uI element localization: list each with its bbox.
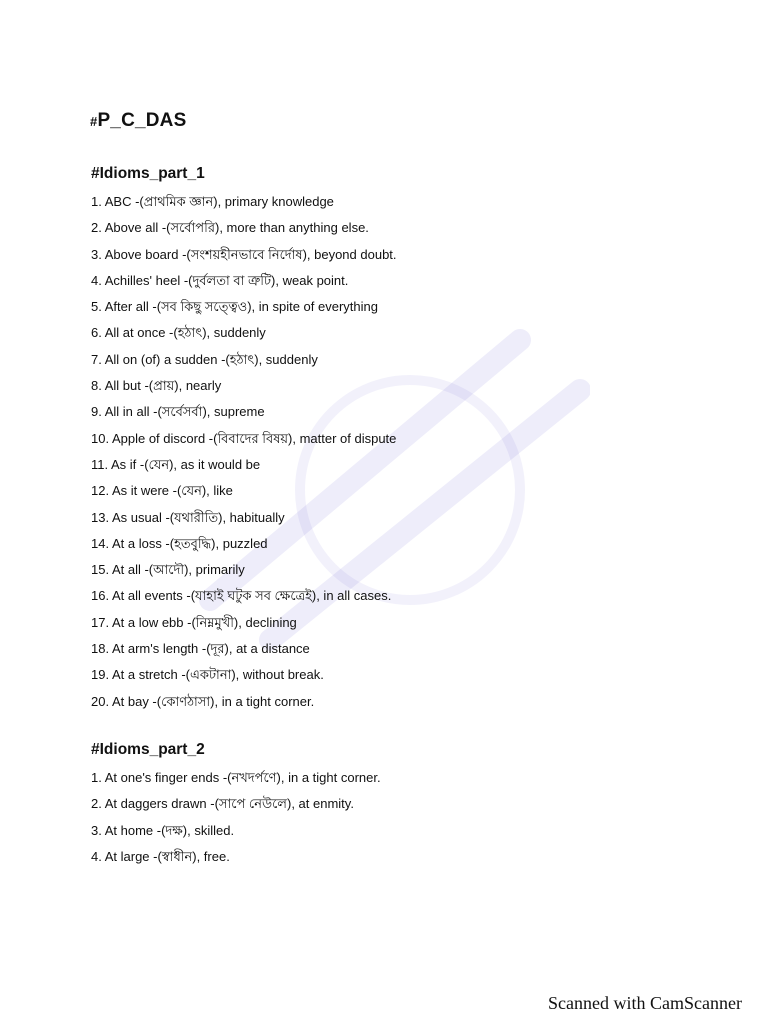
idiom-item: 14. At a loss -(হতবুদ্ধি), puzzled xyxy=(91,535,268,551)
idiom-item: 3. Above board -(সংশয়হীনভাবে নির্দোষ), beyond doubt. xyxy=(91,246,397,262)
section-heading: #Idioms_part_2 xyxy=(91,741,205,758)
section-heading: #Idioms_part_1 xyxy=(91,165,205,182)
idiom-item: 4. At large -(স্বাধীন), free. xyxy=(91,848,230,864)
idiom-item: 3. At home -(দক্ষ), skilled. xyxy=(91,822,235,838)
idiom-item: 20. At bay -(কোণঠাসা), in a tight corner. xyxy=(91,693,315,709)
idiom-item: 1. ABC -(প্রাথমিক জ্ঞান), primary knowledge xyxy=(91,194,334,209)
idiom-item: 2. At daggers drawn -(সাপে নেউলে), at enmity. xyxy=(91,796,354,812)
idiom-item: 11. As if -(যেন), as it would be xyxy=(91,456,261,472)
idiom-list xyxy=(91,765,691,870)
idiom-item: 12. As it were -(যেন), like xyxy=(91,483,233,499)
idiom-item: 6. All at once -(হঠাৎ), suddenly xyxy=(91,325,266,341)
section-idioms-part-2 xyxy=(91,739,691,870)
idiom-item: 2. Above all -(সর্বোপরি), more than anything else. xyxy=(91,220,369,236)
idiom-item: 5. After all -(সব কিছু সত্ত্বেও), in spite of everything xyxy=(91,299,378,315)
title-text: P_C_DAS xyxy=(97,110,187,131)
scanner-footer: Scanned with CamScanner xyxy=(548,993,742,1013)
idiom-item: 13. As usual -(যথারীতি), habitually xyxy=(91,509,285,525)
idiom-item: 7. All on (of) a sudden -(হঠাৎ), suddenly xyxy=(91,351,318,367)
title-hash: # xyxy=(90,114,98,129)
idiom-item: 15. At all -(আদৌ), primarily xyxy=(91,562,245,578)
section-idioms-part-1 xyxy=(91,163,691,715)
idiom-item: 10. Apple of discord -(বিবাদের বিষয়), matter of dispute xyxy=(91,430,397,446)
idiom-item: 8. All but -(প্রায়), nearly xyxy=(91,378,222,394)
idiom-list xyxy=(91,189,691,715)
idiom-item: 16. At all events -(যাহাই ঘটুক সব ক্ষেত্রেই), in all cases. xyxy=(91,588,392,604)
idiom-item: 19. At a stretch -(একটানা), without break. xyxy=(91,667,324,683)
idiom-item: 18. At arm's length -(দূর), at a distance xyxy=(91,641,310,657)
idiom-item: 4. Achilles' heel -(দুর্বলতা বা ত্রুটি), weak point. xyxy=(91,272,349,288)
idiom-item: 1. At one's finger ends -(নখদর্পণে), in a tight corner. xyxy=(91,770,381,785)
document-title xyxy=(90,110,186,132)
idiom-item: 9. All in all -(সর্বেসর্বা), supreme xyxy=(91,404,265,420)
idiom-item: 17. At a low ebb -(নিম্নমুখী), declining xyxy=(91,614,297,630)
